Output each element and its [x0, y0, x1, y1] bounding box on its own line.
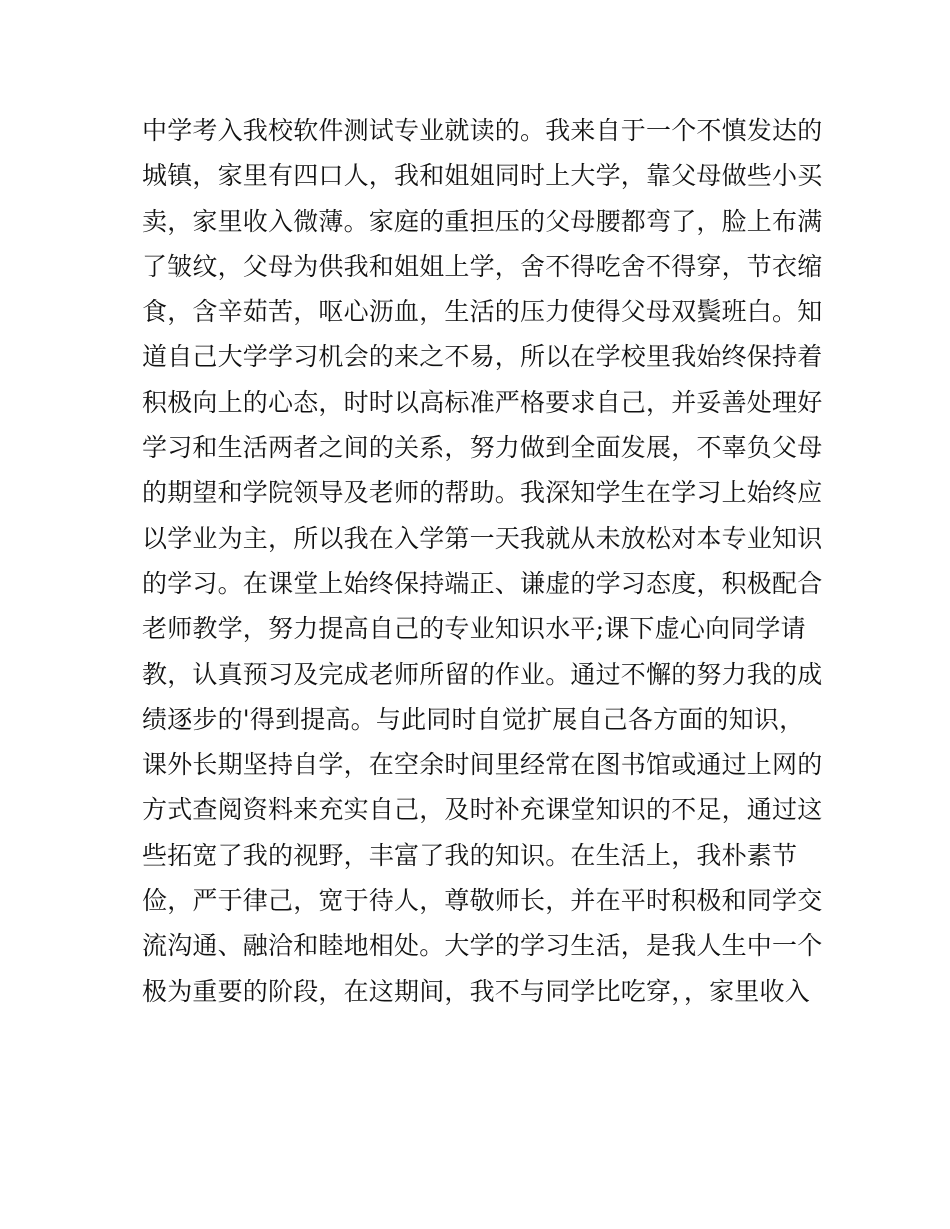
text-line: 的学习。在课堂上始终保持端正、谦虚的学习态度，积极配合: [142, 568, 823, 598]
text-line: 卖，家里收入微薄。家庭的重担压的父母腰都弯了，脸上布满: [142, 206, 823, 236]
text-line: 教，认真预习及完成老师所留的作业。通过不懈的努力我的成: [142, 659, 823, 689]
text-line: 积极向上的心态，时时以高标准严格要求自己，并妥善处理好: [142, 387, 823, 417]
text-line: 学习和生活两者之间的关系，努力做到全面发展，不辜负父母: [142, 433, 823, 463]
text-line: 了皱纹，父母为供我和姐姐上学，舍不得吃舍不得穿，节衣缩: [142, 251, 823, 281]
text-line: 课外长期坚持自学，在空余时间里经常在图书馆或通过上网的: [142, 750, 823, 780]
text-line: 老师教学，努力提高自己的专业知识水平;课下虚心向同学请: [142, 614, 806, 644]
text-line: 俭，严于律己，宽于待人，尊敬师长，并在平时积极和同学交: [142, 886, 823, 916]
body-text: [142, 108, 822, 1014]
text-line: 城镇，家里有四口人，我和姐姐同时上大学，靠父母做些小买: [142, 161, 823, 191]
text-line: 以学业为主，所以我在入学第一天我就从未放松对本专业知识: [142, 523, 823, 553]
text-line: 方式查阅资料来充实自己，及时补充课堂知识的不足，通过这: [142, 795, 823, 825]
text-line: 的期望和学院领导及老师的帮助。我深知学生在学习上始终应: [142, 478, 823, 508]
text-line: 道自己大学学习机会的来之不易，所以在学校里我始终保持着: [142, 342, 823, 372]
text-line: 流沟通、融洽和睦地相处。大学的学习生活，是我人生中一个: [142, 931, 823, 961]
text-line: 绩逐步的'得到提高。与此同时自觉扩展自己各方面的知识，: [142, 704, 805, 734]
text-line: 食，含辛茹苦，呕心沥血，生活的压力使得父母双鬓班白。知: [142, 297, 823, 327]
text-line: 些拓宽了我的视野，丰富了我的知识。在生活上，我朴素节: [142, 840, 798, 870]
text-line: 极为重要的阶段，在这期间，我不与同学比吃穿，，家里收入: [142, 976, 810, 1006]
text-line: 中学考入我校软件测试专业就读的。我来自于一个不慎发达的: [142, 116, 823, 145]
